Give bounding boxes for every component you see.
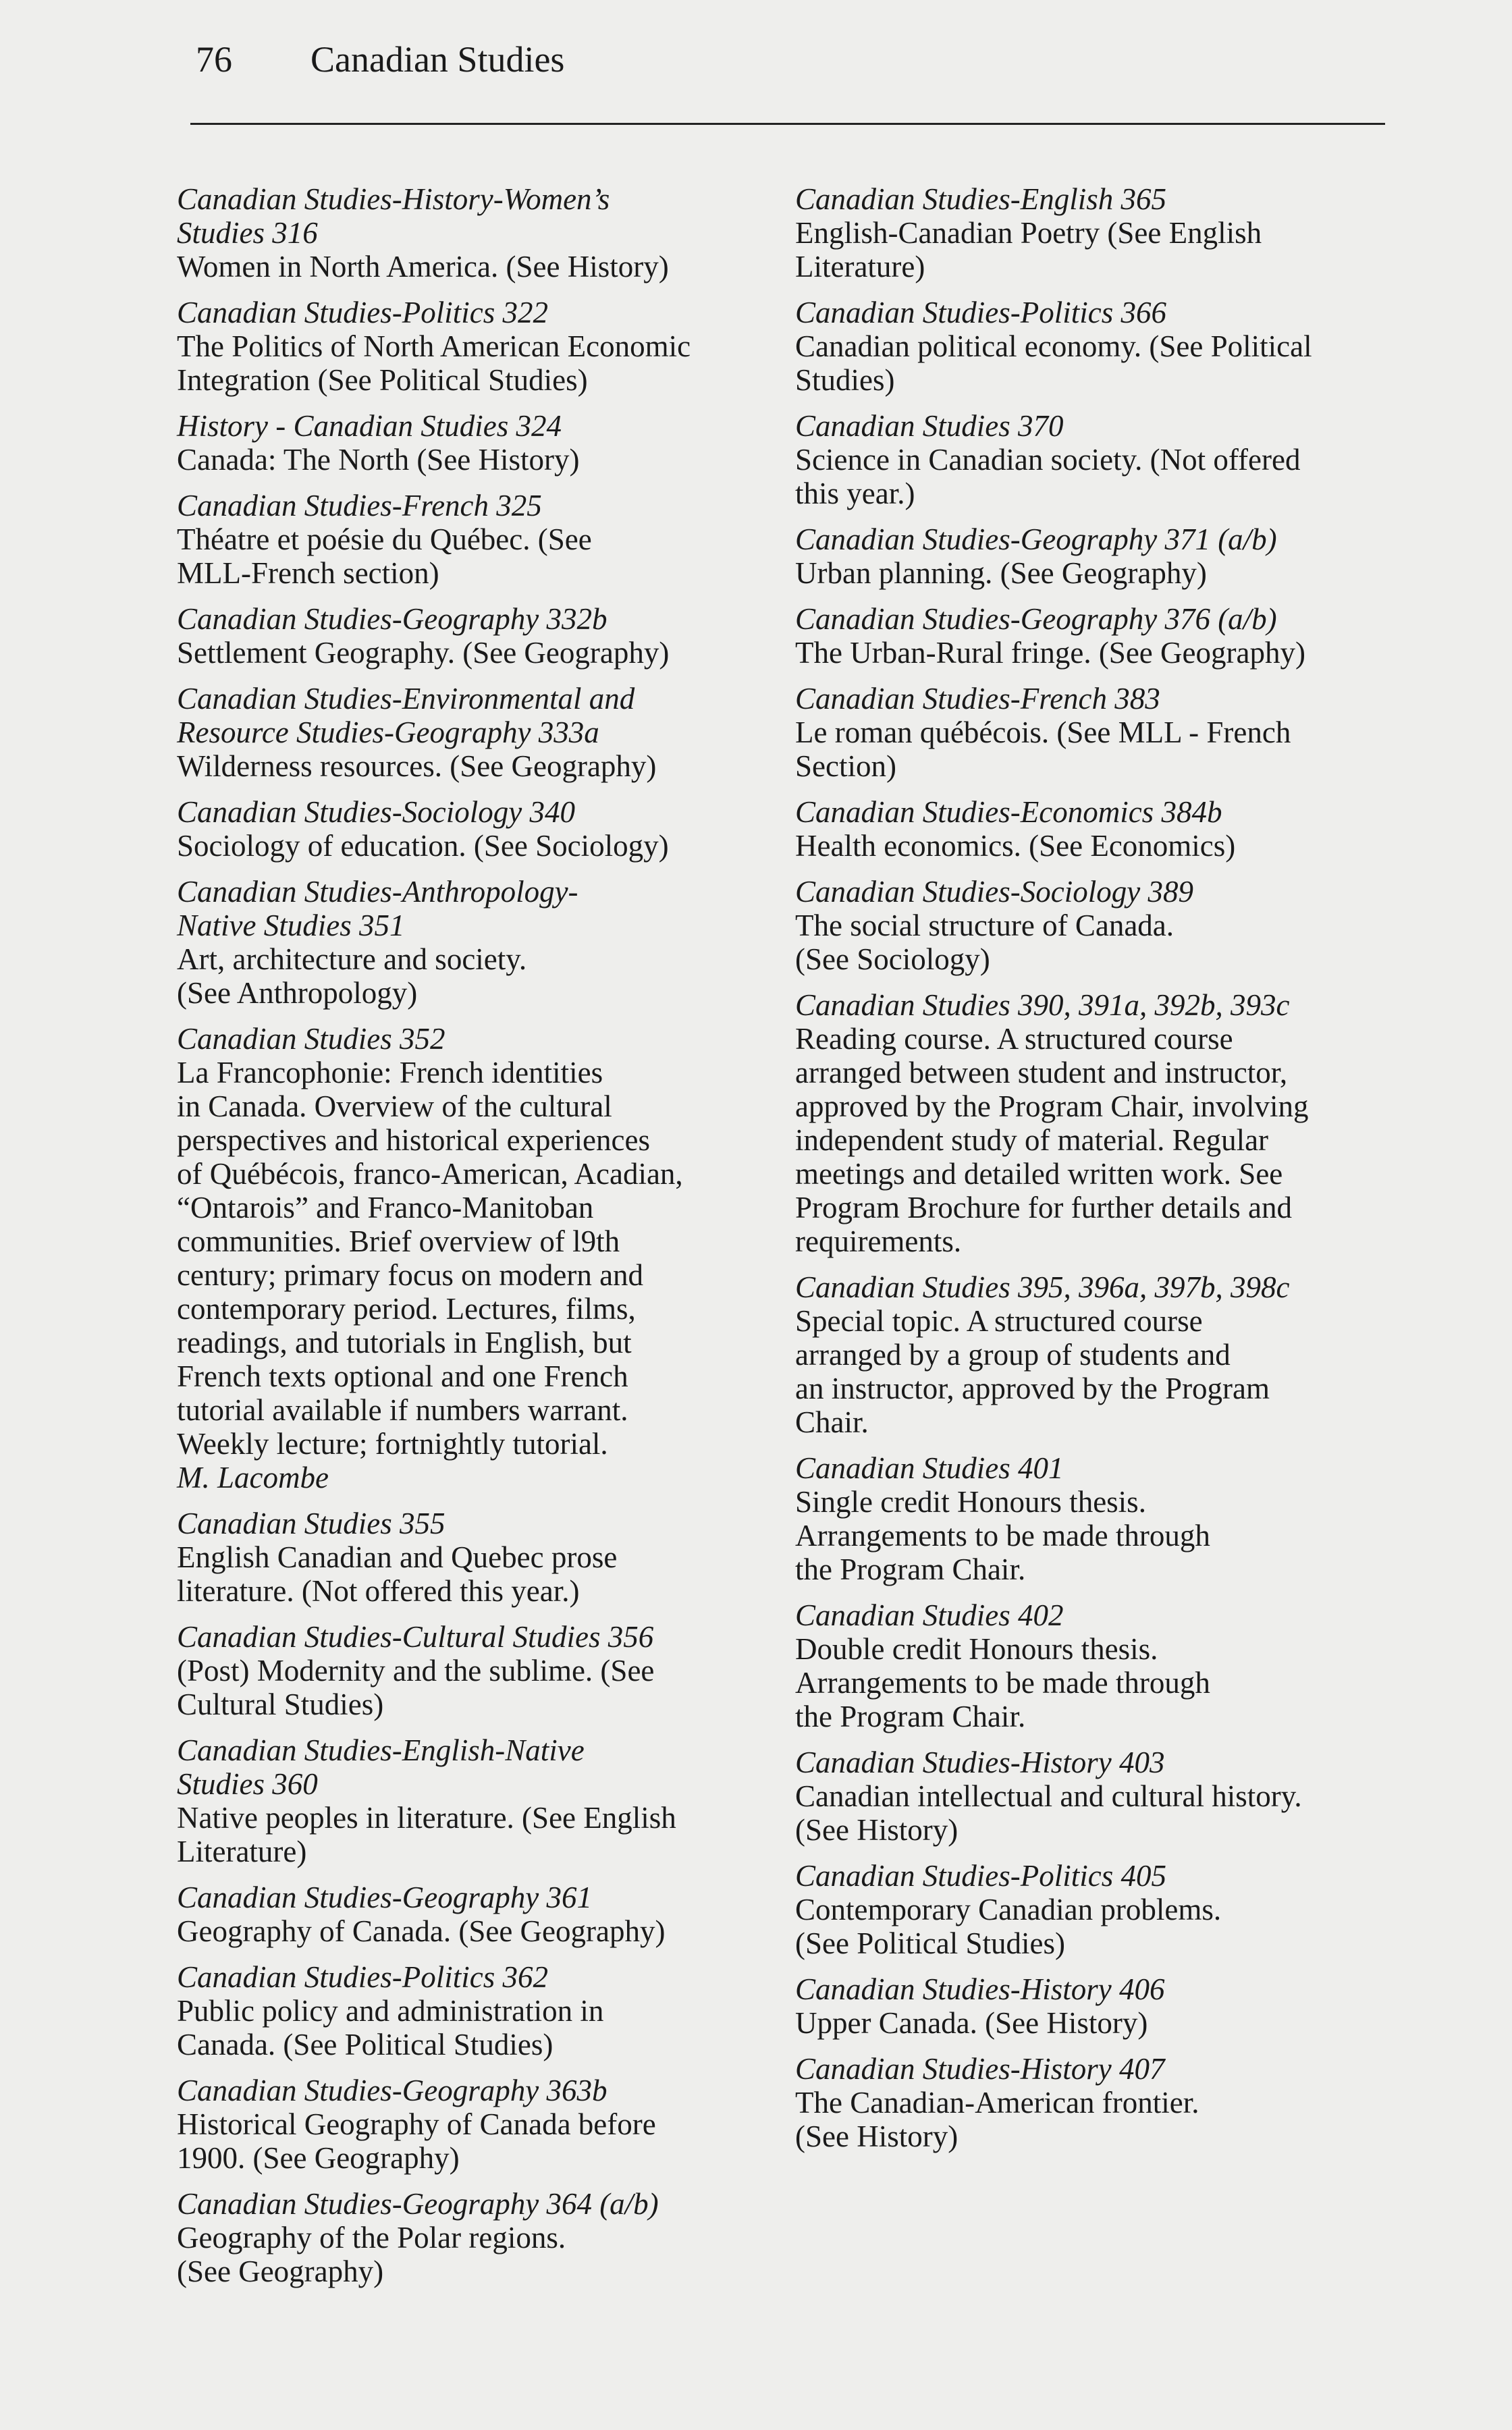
course-heading: Canadian Studies-Geography 371 (a/b)	[795, 522, 1277, 556]
course-heading: Canadian Studies-French 325	[177, 489, 542, 522]
course-description: Reading course. A structured course arranged between student and instructor, approved by the Program Chair, involving independent study of material. Regular meetings and detailed written work. See Program Brochure for further details and requirements.	[795, 1022, 1309, 1258]
course-entry	[795, 1270, 1403, 1439]
course-heading: Canadian Studies-Sociology 340	[177, 795, 575, 829]
course-entry	[795, 875, 1403, 976]
course-heading: Canadian Studies-Politics 405	[795, 1859, 1166, 1893]
header-rule	[190, 123, 1385, 125]
course-entry	[177, 2187, 784, 2288]
course-description: Art, architecture and society. (See Anthropology)	[177, 942, 527, 1010]
course-heading: Canadian Studies-French 383	[795, 682, 1160, 716]
course-description: Women in North America. (See History)	[177, 250, 669, 284]
course-description: Public policy and administration in Canada. (See Political Studies)	[177, 1994, 604, 2061]
course-description: Canadian political economy. (See Political Studies)	[795, 329, 1312, 397]
course-description: Health economics. (See Economics)	[795, 829, 1236, 863]
course-entry	[795, 182, 1403, 284]
course-description: Wilderness resources. (See Geography)	[177, 749, 657, 783]
course-heading: Canadian Studies-History 403	[795, 1746, 1165, 1779]
course-description: Upper Canada. (See History)	[795, 2006, 1148, 2040]
course-description: Canadian intellectual and cultural history. (See History)	[795, 1779, 1302, 1847]
course-description: Special topic. A structured course arranged by a group of students and an instructor, approved by the Program Chair.	[795, 1304, 1270, 1439]
running-head	[196, 32, 564, 86]
course-entry	[177, 2074, 784, 2175]
course-entry	[795, 988, 1403, 1258]
course-heading: Canadian Studies 395, 396a, 397b, 398c	[795, 1270, 1290, 1304]
course-entry	[177, 1733, 784, 1868]
course-heading: Canadian Studies 355	[177, 1507, 446, 1540]
left-column	[177, 182, 784, 2300]
course-entry	[177, 602, 784, 670]
course-heading: Canadian Studies-Sociology 389	[795, 875, 1193, 909]
course-description: Double credit Honours thesis. Arrangements to be made through the Program Chair.	[795, 1632, 1210, 1733]
course-entry	[795, 522, 1403, 590]
course-heading: Canadian Studies-History-Women’s Studies 316	[177, 182, 610, 250]
course-heading: History - Canadian Studies 324	[177, 409, 562, 443]
course-description: The Urban-Rural fringe. (See Geography)	[795, 636, 1305, 670]
course-instructor: M. Lacombe	[177, 1461, 329, 1494]
course-entry	[795, 1746, 1403, 1847]
course-heading: Canadian Studies-Geography 376 (a/b)	[795, 602, 1277, 636]
course-description: Native peoples in literature. (See English Literature)	[177, 1801, 676, 1868]
course-heading: Canadian Studies-Environmental and Resource Studies-Geography 333a	[177, 682, 635, 749]
course-entry	[795, 409, 1403, 510]
course-description: Contemporary Canadian problems. (See Political Studies)	[795, 1893, 1222, 1960]
section-title: Canadian Studies	[310, 39, 565, 80]
course-entry	[795, 602, 1403, 670]
course-description: The social structure of Canada. (See Sociology)	[795, 909, 1174, 976]
course-heading: Canadian Studies-History 407	[795, 2052, 1165, 2086]
course-entry	[177, 409, 784, 477]
course-description: Urban planning. (See Geography)	[795, 556, 1207, 590]
course-heading: Canadian Studies-History 406	[795, 1972, 1165, 2006]
course-heading: Canadian Studies-Geography 361	[177, 1881, 592, 1914]
course-entry	[795, 1972, 1403, 2040]
course-entry	[795, 682, 1403, 783]
course-entry	[177, 182, 784, 284]
course-heading: Canadian Studies-Politics 362	[177, 1960, 548, 1994]
course-heading: Canadian Studies-Geography 332b	[177, 602, 608, 636]
course-heading: Canadian Studies-Economics 384b	[795, 795, 1222, 829]
course-description: Single credit Honours thesis. Arrangements to be made through the Program Chair.	[795, 1485, 1210, 1586]
course-description: Settlement Geography. (See Geography)	[177, 636, 670, 670]
course-description: English Canadian and Quebec prose literature. (Not offered this year.)	[177, 1540, 618, 1608]
course-description: Le roman québécois. (See MLL - French Section)	[795, 716, 1291, 783]
course-entry	[177, 1620, 784, 1721]
course-description: Geography of Canada. (See Geography)	[177, 1914, 666, 1948]
course-description: Théatre et poésie du Québec. (See MLL-French section)	[177, 522, 592, 590]
course-entry	[177, 682, 784, 783]
course-description: Historical Geography of Canada before 1900. (See Geography)	[177, 2107, 656, 2175]
course-entry	[795, 2052, 1403, 2153]
course-heading: Canadian Studies-English-Native Studies 360	[177, 1733, 585, 1801]
course-description: (Post) Modernity and the sublime. (See Cultural Studies)	[177, 1654, 655, 1721]
course-entry	[177, 1960, 784, 2061]
course-entry	[177, 296, 784, 397]
course-entry	[795, 1859, 1403, 1960]
course-description: La Francophonie: French identities in Canada. Overview of the cultural perspectives and historical experiences of Québécois, franco-American, Acadian, “Ontarois” and Franco-Manitoban communities. Brief overview of l9th century; primary focus on modern and contemporary period. Lectures, films, readings, and tutorials in English, but French texts optional and one French tutorial available if numbers warrant. Weekly lecture; fortnightly tutorial.	[177, 1056, 683, 1461]
course-entry	[795, 1451, 1403, 1586]
course-heading: Canadian Studies-Anthropology- Native Studies 351	[177, 875, 578, 942]
course-heading: Canadian Studies 402	[795, 1598, 1064, 1632]
course-entry	[177, 795, 784, 863]
course-heading: Canadian Studies 401	[795, 1451, 1064, 1485]
course-description: The Politics of North American Economic Integration (See Political Studies)	[177, 329, 691, 397]
course-entry	[177, 1881, 784, 1948]
course-heading: Canadian Studies 390, 391a, 392b, 393c	[795, 988, 1290, 1022]
page-number: 76	[196, 39, 232, 80]
course-entry	[177, 1507, 784, 1608]
course-entry	[177, 875, 784, 1010]
right-column	[795, 182, 1403, 2165]
course-entry	[795, 1598, 1403, 1733]
course-heading: Canadian Studies-Politics 366	[795, 296, 1166, 329]
course-description: Sociology of education. (See Sociology)	[177, 829, 669, 863]
course-heading: Canadian Studies-Cultural Studies 356	[177, 1620, 654, 1654]
course-entry	[795, 296, 1403, 397]
course-heading: Canadian Studies 370	[795, 409, 1064, 443]
course-heading: Canadian Studies 352	[177, 1022, 446, 1056]
course-heading: Canadian Studies-English 365	[795, 182, 1166, 216]
course-entry	[177, 1022, 784, 1494]
course-heading: Canadian Studies-Geography 363b	[177, 2074, 608, 2107]
course-description: Canada: The North (See History)	[177, 443, 580, 477]
course-heading: Canadian Studies-Geography 364 (a/b)	[177, 2187, 659, 2221]
course-entry	[795, 795, 1403, 863]
course-description: The Canadian-American frontier. (See History)	[795, 2086, 1199, 2153]
course-heading: Canadian Studies-Politics 322	[177, 296, 548, 329]
course-description: Science in Canadian society. (Not offered this year.)	[795, 443, 1301, 510]
course-description: Geography of the Polar regions. (See Geography)	[177, 2221, 566, 2288]
course-entry	[177, 489, 784, 590]
course-description: English-Canadian Poetry (See English Literature)	[795, 216, 1262, 284]
